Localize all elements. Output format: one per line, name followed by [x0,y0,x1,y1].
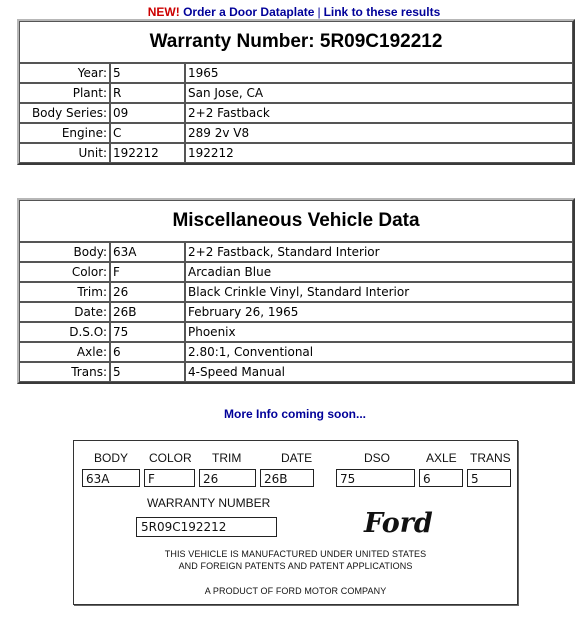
row-label: Body Series: [19,103,110,123]
plate-value-trim: 26 [199,469,256,487]
table-row [19,362,573,382]
row-value: 4-Speed Manual [185,362,573,382]
plate-value-body: 63A [82,469,140,487]
row-label: Trans: [19,362,110,382]
row-value: 2.80:1, Conventional [185,342,573,362]
row-label: D.S.O: [19,322,110,342]
new-badge: NEW! [147,5,180,19]
door-dataplate [73,440,518,605]
plate-header-trim: TRIM [212,451,242,465]
row-value: San Jose, CA [185,83,573,103]
row-value: Black Crinkle Vinyl, Standard Interior [185,282,573,302]
table-row [19,123,573,143]
plate-header-body: BODY [94,451,129,465]
row-label: Body: [19,242,110,262]
plate-header-trans: TRANS [470,451,511,465]
plate-header-axle: AXLE [426,451,457,465]
plate-notice-line-2: AND FOREIGN PATENTS AND PATENT APPLICATIONS [178,561,413,571]
table-row [19,103,573,123]
plate-value-axle: 6 [419,469,463,487]
table-row [19,322,573,342]
row-code: 6 [110,342,185,362]
row-label: Trim: [19,282,110,302]
plate-header-date: DATE [281,451,313,465]
plate-product-line: A PRODUCT OF FORD MOTOR COMPANY [204,586,387,596]
plate-notice-line-1: THIS VEHICLE IS MANUFACTURED UNDER UNITED STATES [164,549,427,559]
plate-warranty-label: WARRANTY NUMBER [147,496,271,510]
row-value: 192212 [185,143,573,163]
ford-logo: Ford [364,508,433,539]
row-label: Engine: [19,123,110,143]
misc-vehicle-table [17,198,575,384]
row-label: Date: [19,302,110,322]
row-code: 192212 [110,143,185,163]
row-label: Axle: [19,342,110,362]
row-value: 2+2 Fastback, Standard Interior [185,242,573,262]
row-code: 5 [110,362,185,382]
table-row [19,262,573,282]
table-row [19,282,573,302]
order-dataplate-link[interactable]: Order a Door Dataplate [183,5,315,19]
link-to-results-link[interactable]: Link to these results [323,5,441,19]
row-value: Arcadian Blue [185,262,573,282]
row-value: 1965 [185,63,573,83]
row-label: Year: [19,63,110,83]
row-value: 2+2 Fastback [185,103,573,123]
row-code: 63A [110,242,185,262]
plate-value-trans: 5 [467,469,511,487]
misc-title: Miscellaneous Vehicle Data [19,200,573,242]
warranty-title: Warranty Number: 5R09C192212 [19,21,573,63]
row-label: Unit: [19,143,110,163]
plate-header-color: COLOR [149,451,192,465]
table-row [19,242,573,262]
plate-value-dso: 75 [336,469,415,487]
row-label: Plant: [19,83,110,103]
row-label: Color: [19,262,110,282]
plate-header-dso: DSO [364,451,391,465]
table-row [19,342,573,362]
row-code: 26 [110,282,185,302]
more-info-notice: More Info coming soon... [224,407,366,421]
row-code: 5 [110,63,185,83]
row-code: 26B [110,302,185,322]
top-links-bar [0,5,588,19]
table-row [19,302,573,322]
row-code: R [110,83,185,103]
link-separator: | [317,5,321,19]
table-row [19,63,573,83]
plate-value-color: F [144,469,195,487]
table-row [19,83,573,103]
warranty-table [17,19,575,165]
plate-warranty-number: 5R09C192212 [136,517,277,537]
row-code: C [110,123,185,143]
row-code: 75 [110,322,185,342]
row-value: February 26, 1965 [185,302,573,322]
row-code: 09 [110,103,185,123]
row-value: Phoenix [185,322,573,342]
table-row [19,143,573,163]
plate-value-date: 26B [260,469,314,487]
row-code: F [110,262,185,282]
row-value: 289 2v V8 [185,123,573,143]
